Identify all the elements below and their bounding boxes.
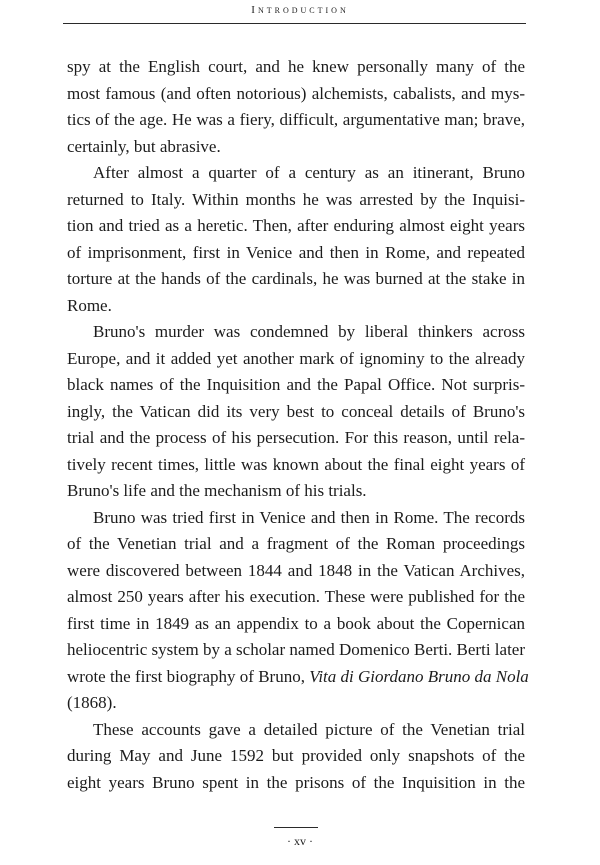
- text-line: during May and June 1592 but provided only snapshots of the: [67, 746, 525, 765]
- text-line: tics of the age. He was a fiery, difficult, argumentative man; brave,: [67, 110, 525, 129]
- text-line: eight years Bruno spent in the prisons of the Inquisition in the: [67, 772, 525, 792]
- page-number: · xv ·: [287, 834, 313, 848]
- text-line: almost 250 years after his execution. These were published for the: [67, 587, 525, 606]
- text-line: Bruno's life and the mechanism of his trials.: [67, 481, 367, 500]
- text-line: returned to Italy. Within months he was arrested by the Inquisi-: [67, 189, 525, 209]
- text-line: ingly, the Vatican did its very best to conceal details of Bruno's: [67, 401, 525, 421]
- body-text: [67, 54, 529, 796]
- text-line: were discovered between 1844 and 1848 in the Vatican Archives,: [67, 560, 525, 580]
- text-line: tively recent times, little was known about the final eight years of: [67, 454, 525, 474]
- footer-rule: [274, 827, 318, 828]
- text-line: of the Venetian trial and a fragment of the Roman proceedings: [67, 534, 525, 553]
- text-line: Rome.: [67, 295, 112, 315]
- text-line: After almost a quarter of a century as an itinerant, Bruno: [93, 163, 525, 182]
- text-line: tion and tried as a heretic. Then, after enduring almost eight years: [67, 216, 525, 235]
- text-line: trial and the process of his persecution. For this reason, until rela-: [67, 428, 525, 447]
- text-line: torture at the hands of the cardinals, he was burned at the stake in: [67, 269, 525, 288]
- text-line: Bruno's murder was condemned by liberal thinkers across: [93, 322, 525, 341]
- book-title: Vita di Giordano Bruno da Nola: [309, 666, 529, 686]
- text-line: black names of the Inquisition and the Papal Office. Not surpris-: [67, 375, 525, 394]
- text-line: of imprisonment, first in Venice and then in Rome, and repeated: [67, 242, 525, 262]
- text-line: most famous (and often notorious) alchemists, cabalists, and mys-: [67, 83, 525, 103]
- running-head-text: Introduction: [251, 4, 349, 16]
- text-line: heliocentric system by a scholar named Domenico Berti. Berti later: [67, 640, 525, 659]
- header-rule: [63, 23, 526, 24]
- text-line: certainly, but abrasive.: [67, 136, 221, 156]
- text-line: wrote the first biography of Bruno, Vita di Giordano Bruno da Nola: [67, 666, 529, 686]
- running-head: [0, 4, 600, 16]
- text-line: spy at the English court, and he knew personally many of the: [67, 57, 525, 76]
- text-line: (1868).: [67, 693, 117, 712]
- text-line: These accounts gave a detailed picture of the Venetian trial: [93, 719, 525, 739]
- text-line: Bruno was tried first in Venice and then in Rome. The records: [93, 507, 525, 527]
- text-line: first time in 1849 as an appendix to a book about the Copernican: [67, 613, 525, 633]
- text-line: Europe, and it added yet another mark of ignominy to the already: [67, 348, 525, 368]
